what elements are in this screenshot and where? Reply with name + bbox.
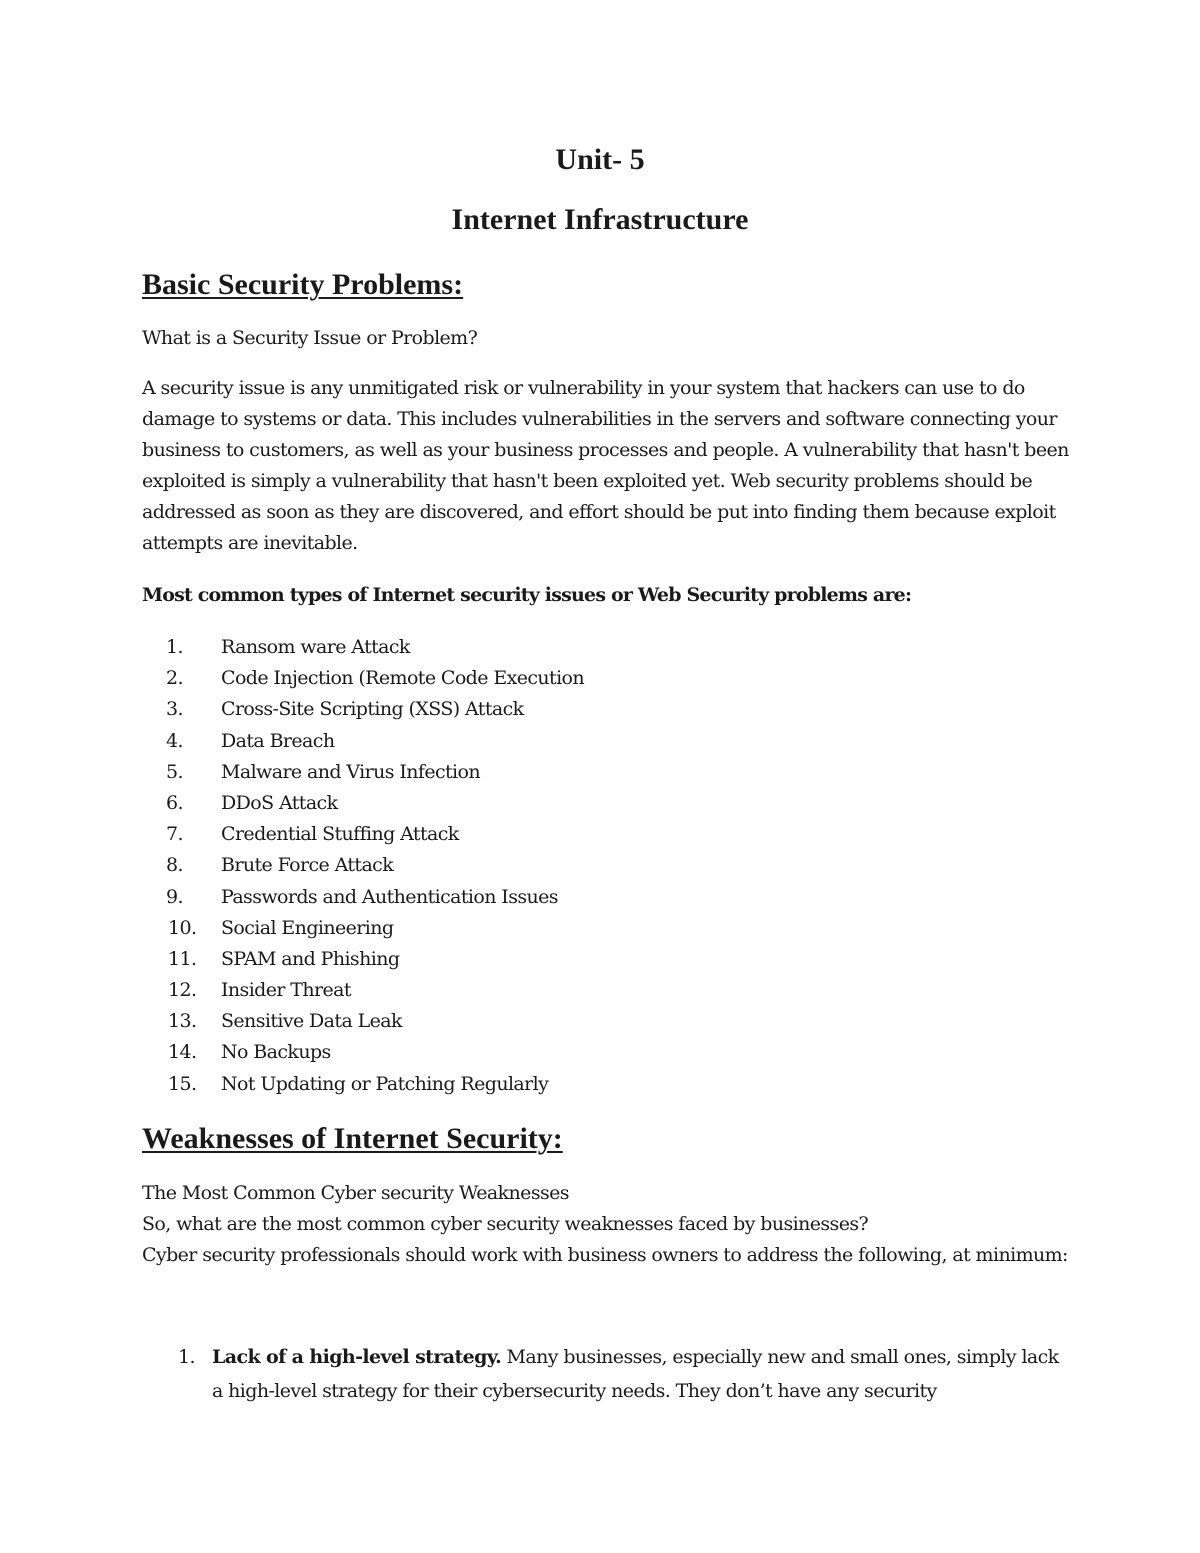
list-number: 15. bbox=[168, 1072, 197, 1095]
list-item-text: SPAM and Phishing bbox=[221, 947, 400, 970]
list-item-text: Code Injection (Remote Code Execution bbox=[221, 667, 585, 690]
list-number: 7. bbox=[166, 823, 183, 846]
list-item bbox=[142, 788, 842, 819]
list-intro: Most common types of Internet security issues or Web Security problems are: bbox=[142, 584, 912, 606]
list-item bbox=[142, 882, 842, 913]
weakness-line-2: So, what are the most common cyber security weaknesses faced by businesses? bbox=[142, 1213, 869, 1235]
list-number: 10. bbox=[168, 916, 197, 939]
list-number: 1. bbox=[178, 1346, 195, 1368]
question-text: What is a Security Issue or Problem? bbox=[142, 327, 478, 349]
list-item-text: Credential Stuffing Attack bbox=[221, 823, 459, 846]
weakness-line-3: Cyber security professionals should work with business owners to address the following, at minimum: bbox=[142, 1244, 1068, 1266]
list-number: 11. bbox=[168, 947, 197, 970]
list-number: 14. bbox=[168, 1041, 197, 1064]
list-number: 8. bbox=[166, 854, 183, 877]
list-number: 12. bbox=[168, 979, 197, 1002]
security-issues-list bbox=[142, 632, 842, 1100]
list-number: 1. bbox=[166, 636, 183, 658]
list-item-text: Malware and Virus Infection bbox=[221, 760, 481, 783]
list-item-text: Many businesses, especially new and small ones, simply lack a high-level strategy for their cybersecurity needs. They don’t have any security bbox=[212, 1346, 1059, 1402]
unit-title: Unit- 5 bbox=[555, 143, 645, 176]
list-number: 13. bbox=[168, 1010, 197, 1033]
section-heading-weaknesses: Weaknesses of Internet Security: bbox=[142, 1122, 563, 1155]
list-item-text: Ransom ware Attack bbox=[221, 636, 410, 658]
list-item-text: DDoS Attack bbox=[221, 791, 338, 814]
document-title: Internet Infrastructure bbox=[451, 203, 749, 236]
weaknesses-list bbox=[142, 1340, 1072, 1408]
list-item bbox=[142, 663, 842, 694]
list-item bbox=[142, 694, 842, 725]
list-item-text: Insider Threat bbox=[221, 979, 351, 1002]
list-item bbox=[142, 913, 842, 944]
list-item-text: No Backups bbox=[221, 1041, 331, 1064]
list-item bbox=[142, 975, 842, 1006]
list-item bbox=[142, 757, 842, 788]
list-item-lead: Lack of a high-level strategy. bbox=[212, 1346, 502, 1368]
list-item bbox=[142, 1069, 842, 1100]
list-item bbox=[142, 726, 842, 757]
list-item-text: Social Engineering bbox=[221, 916, 394, 939]
list-number: 5. bbox=[166, 760, 183, 783]
list-item-text: Sensitive Data Leak bbox=[221, 1010, 402, 1033]
list-item-text: Data Breach bbox=[221, 729, 335, 752]
list-item-text: Not Updating or Patching Regularly bbox=[221, 1072, 549, 1095]
list-number: 9. bbox=[166, 885, 183, 908]
list-item bbox=[142, 1340, 1072, 1408]
list-number: 3. bbox=[166, 698, 183, 721]
list-item bbox=[142, 850, 842, 881]
list-item bbox=[142, 1006, 842, 1037]
section-heading-basic-security: Basic Security Problems: bbox=[142, 268, 464, 301]
list-item-text: Cross-Site Scripting (XSS) Attack bbox=[221, 698, 524, 721]
list-item bbox=[142, 632, 842, 663]
list-number: 6. bbox=[166, 791, 183, 814]
list-number: 2. bbox=[166, 667, 183, 690]
list-item-text: Brute Force Attack bbox=[221, 854, 394, 877]
weakness-line-1: The Most Common Cyber security Weaknesses bbox=[142, 1182, 569, 1204]
list-item bbox=[142, 819, 842, 850]
list-item bbox=[142, 944, 842, 975]
intro-paragraph: A security issue is any unmitigated risk or vulnerability in your system that hackers can use to do damage to systems or data. This includes vulnerabilities in the servers and software connecting your business to customers, as well as your business processes and people. A vulnerability that hasn't been exploited is simply a vulnerability that hasn't been exploited yet. Web security problems should be addressed as soon as they are discovered, and effort should be put into finding them because exploit attempts are inevitable. bbox=[142, 377, 1069, 554]
list-item-text: Passwords and Authentication Issues bbox=[221, 885, 558, 908]
list-number: 4. bbox=[166, 729, 183, 752]
list-item bbox=[142, 1037, 842, 1068]
